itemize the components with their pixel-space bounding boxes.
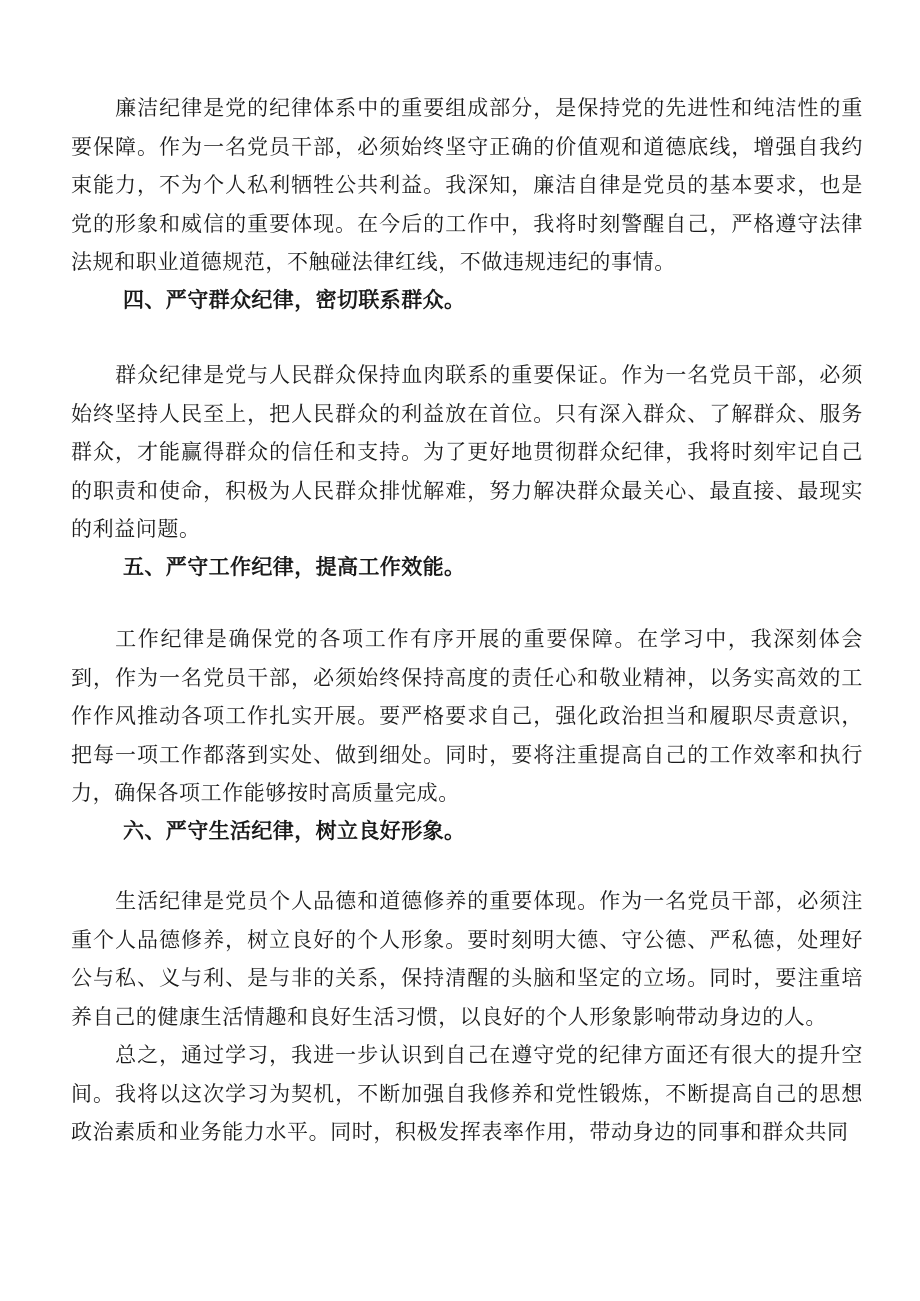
paragraph-work-discipline: 工作纪律是确保党的各项工作有序开展的重要保障。在学习中，我深刻体会到，作为一名党员干部，必须始终保持高度的责任心和敬业精神，以务实高效的工作作风推动各项工作扎实开展。要严格要求自己，强化政治担当和履职尽责意识，把每一项工作都落到实处、做到细处。同时，要将注重提高自己的工作效率和执行力，确保各项工作能够按时高质量完成。 (71, 627, 863, 805)
paragraph-life-discipline: 生活纪律是党员个人品德和道德修养的重要体现。作为一名党员干部，必须注重个人品德修养，树立良好的个人形象。要时刻明大德、守公德、严私德，处理好公与私、义与利、是与非的关系，保持清醒的头脑和坚定的立场。同时，要注重培养自己的健康生活情趣和良好生活习惯，以良好的个人形象影响带动身边的人。 (71, 889, 863, 1029)
section-heading-six: 六、严守生活纪律，树立良好形象。 (123, 819, 466, 843)
paragraph-integrity-discipline: 廉洁纪律是党的纪律体系中的重要组成部分，是保持党的先进性和纯洁性的重要保障。作为一名党员干部，必须始终坚守正确的价值观和道德底线，增强自我约束能力，不为个人私利牺牲公共利益。我深知，廉洁自律是党员的基本要求，也是党的形象和威信的重要体现。在今后的工作中，我将时刻警醒自己，严格遵守法律法规和职业道德规范，不触碰法律红线，不做违规违纪的事情。 (71, 96, 863, 274)
paragraph-conclusion: 总之，通过学习，我进一步认识到自己在遵守党的纪律方面还有很大的提升空间。我将以这次学习为契机，不断加强自我修养和党性锻炼，不断提高自己的思想政治素质和业务能力水平。同时，积极发挥表率作用，带动身边的同事和群众共同 (71, 1043, 863, 1144)
section-heading-five: 五、严守工作纪律，提高工作效能。 (123, 555, 466, 579)
section-heading-four: 四、严守群众纪律，密切联系群众。 (123, 288, 466, 312)
paragraph-mass-discipline: 群众纪律是党与人民群众保持血肉联系的重要保证。作为一名党员干部，必须始终坚持人民至上，把人民群众的利益放在首位。只有深入群众、了解群众、服务群众，才能赢得群众的信任和支持。为了更好地贯彻群众纪律，我将时刻牢记自己的职责和使命，积极为人民群众排忧解难，努力解决群众最关心、最直接、最现实的利益问题。 (71, 363, 863, 541)
